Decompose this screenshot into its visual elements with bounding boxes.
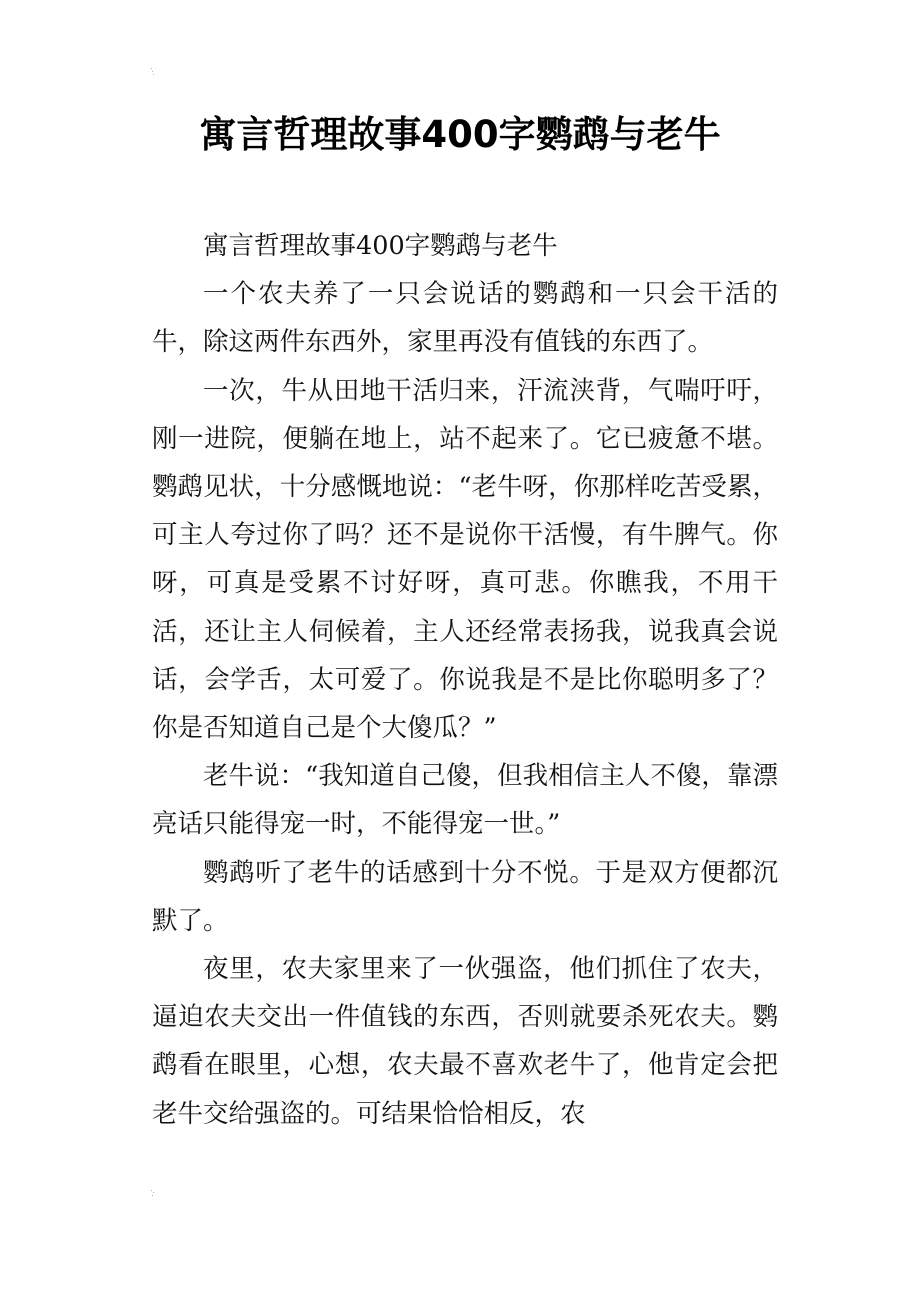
paragraph: 老牛说：“我知道自己傻，但我相信主人不傻，靠漂亮话只能得宠一时，不能得宠一世。” (152, 761, 778, 840)
corner-mark-top (150, 68, 156, 76)
paragraph: 夜里，农夫家里来了一伙强盗，他们抓住了农夫，逼迫农夫交出一件值钱的东西，否则就要杀死农夫。鹦鹉看在眼里，心想，农夫最不喜欢老牛了，他肯定会把老牛交给强盗的。可结果恰恰相反，农 (152, 954, 778, 1129)
paragraph: 鹦鹉听了老牛的话感到十分不悦。于是双方便都沉默了。 (152, 857, 778, 936)
page-title: 寓言哲理故事400字鹦鹉与老牛 (199, 113, 721, 156)
corner-mark-bottom (150, 1190, 156, 1198)
article-body (152, 222, 778, 1138)
paragraph: 一个农夫养了一只会说话的鹦鹉和一只会干活的牛，除这两件东西外，家里再没有值钱的东西了。 (152, 279, 778, 358)
paragraph-subtitle: 寓言哲理故事400字鹦鹉与老牛 (203, 231, 558, 261)
paragraph: 一次，牛从田地干活归来，汗流浃背，气喘吁吁，刚一进院，便躺在地上，站不起来了。它已疲惫不堪。鹦鹉见状，十分感慨地说：“老牛呀，你那样吃苦受累，可主人夸过你了吗？还不是说你干活慢，有牛脾气。你呀，可真是受累不讨好呀，真可悲。你瞧我，不用干活，还让主人伺候着，主人还经常表扬我，说我真会说话，会学舌，太可爱了。你说我是不是比你聪明多了？你是否知道自己是个大傻瓜？” (152, 375, 778, 744)
